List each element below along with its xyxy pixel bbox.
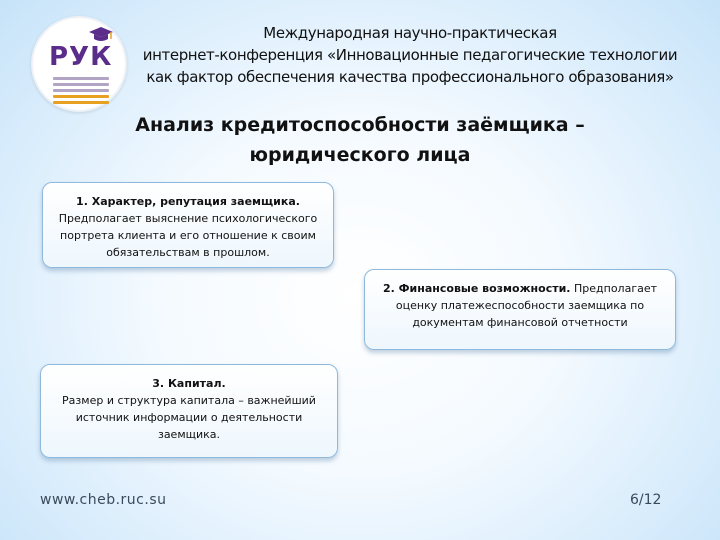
criterion-heading: 1. Характер, репутация заемщика. [76, 195, 300, 208]
conference-header [135, 22, 685, 88]
criterion-text: Предполагает выяснение психологического портрета клиента и его отношение к своим обязательствам в прошлом. [58, 212, 318, 259]
criterion-heading: 3. Капитал. [152, 377, 226, 390]
criterion-box-character [42, 182, 334, 268]
criterion-text: Предполагает оценку платежеспособности заемщика по документам финансовой отчетности [395, 282, 658, 329]
criterion-heading: 2. Финансовые возможности. [382, 282, 571, 295]
conference-line-1: Международная научно-практическая [263, 24, 557, 42]
criterion-box-financial [364, 269, 676, 350]
logo-caption-lines [53, 74, 109, 107]
page-number: 6/12 [630, 492, 662, 508]
footer-url[interactable]: www.cheb.ruc.su [40, 492, 167, 508]
criterion-box-capital [40, 364, 338, 458]
slide-title [120, 110, 600, 170]
criterion-text: Размер и структура капитала – важнейший источник информации о деятельности заемщика. [62, 394, 316, 441]
logo [31, 16, 127, 112]
conference-line-3: как фактор обеспечения качества профессионального образования» [146, 68, 674, 86]
conference-line-2: интернет-конференция «Инновационные педагогические технологии [142, 46, 678, 64]
slide-title-line-1: Анализ кредитоспособности заёмщика – [135, 114, 585, 136]
slide-title-line-2: юридического лица [249, 144, 471, 166]
logo-text: РУК [49, 42, 113, 72]
